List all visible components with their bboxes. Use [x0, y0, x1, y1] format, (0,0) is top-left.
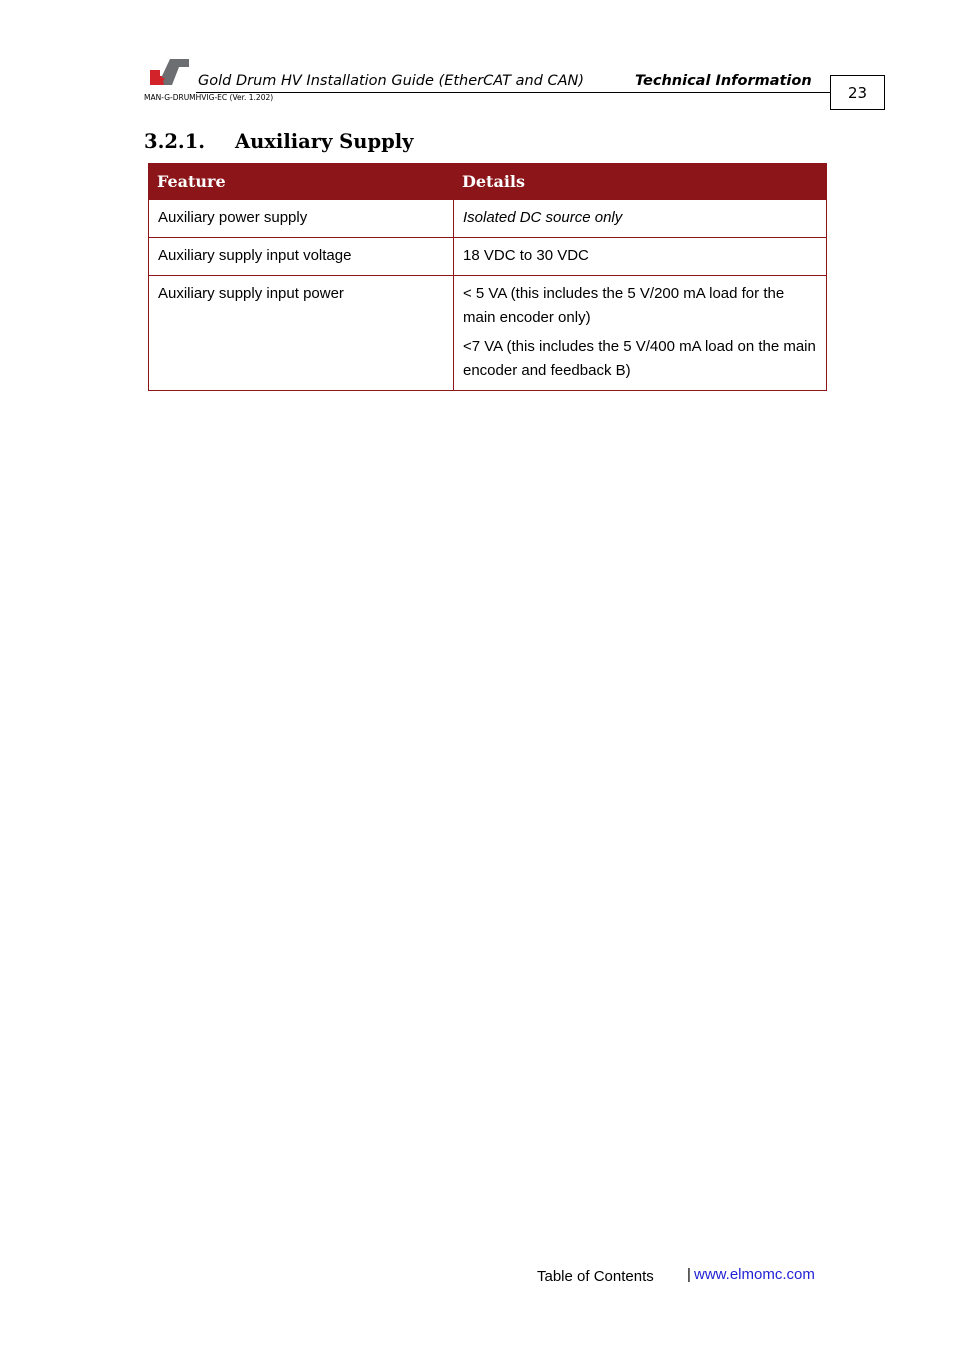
elmo-logo-icon [148, 58, 190, 86]
section-title: Auxiliary Supply [235, 130, 414, 153]
details-cell [454, 200, 827, 238]
column-header-feature: Feature [149, 164, 454, 200]
column-header-details: Details [454, 164, 827, 200]
details-text: <7 VA (this includes the 5 V/400 mA load on the main encoder and feedback B) [463, 338, 816, 379]
table-row [149, 276, 827, 391]
website-link[interactable]: www.elmomc.com [694, 1266, 815, 1283]
section-number: 3.2.1. [144, 130, 206, 153]
table-row [149, 238, 827, 276]
details-cell [454, 276, 827, 391]
section-heading [144, 130, 413, 153]
details-text: 18 VDC to 30 VDC [463, 247, 589, 264]
chapter-name: Technical Information [635, 73, 812, 89]
footer-separator: | [687, 1266, 691, 1283]
document-code: MAN-G-DRUMHVIG-EC (Ver. 1.202) [144, 93, 274, 102]
page-number: 23 [830, 75, 885, 110]
details-text: < 5 VA (this includes the 5 V/200 mA load for the main encoder only) [463, 285, 785, 326]
auxiliary-supply-table [148, 163, 827, 391]
table-row [149, 200, 827, 238]
document-title: Gold Drum HV Installation Guide (EtherCAT and CAN) [198, 73, 585, 89]
feature-cell: Auxiliary supply input voltage [149, 238, 454, 276]
table-header-row [149, 164, 827, 200]
header-divider [196, 92, 830, 93]
feature-cell: Auxiliary supply input power [149, 276, 454, 391]
details-cell [454, 238, 827, 276]
details-text: Isolated DC source only [463, 209, 623, 226]
table-of-contents-link[interactable]: Table of Contents [537, 1268, 654, 1285]
feature-cell: Auxiliary power supply [149, 200, 454, 238]
